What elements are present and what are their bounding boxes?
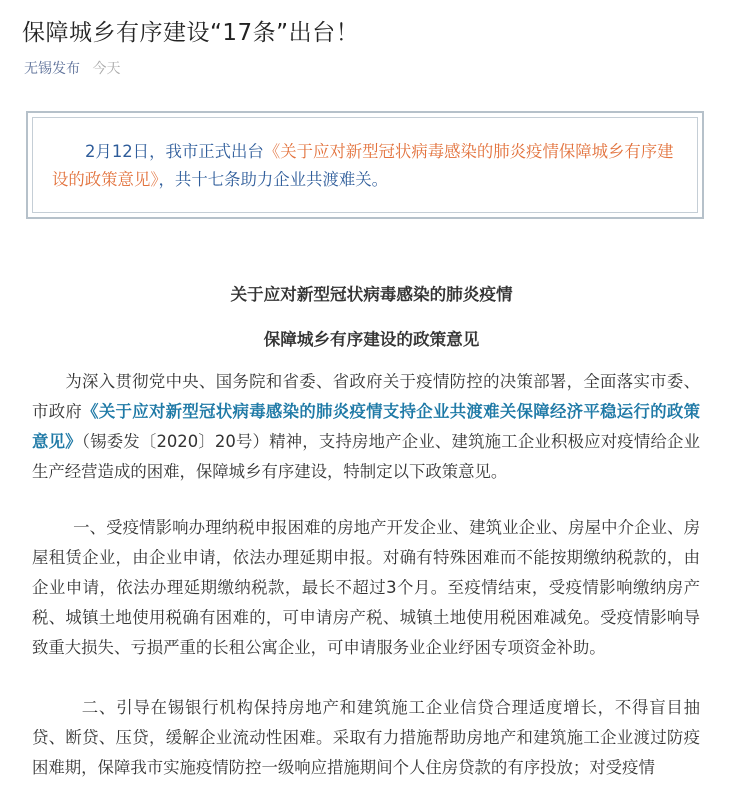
publish-date: 今天: [92, 61, 121, 77]
lead-prefix: 2月12日，我市正式出台: [85, 142, 264, 161]
document-heading-line-1: 关于应对新型冠状病毒感染的肺炎疫情: [230, 285, 513, 304]
lead-document-title: 《关于应对新型冠状病毒感染的肺炎疫情保障城乡有序建设的政策意见》: [52, 142, 674, 189]
article-meta: [24, 58, 120, 78]
document-heading-line-2: 保障城乡有序建设的政策意见: [263, 330, 480, 349]
body-paragraph-item-1: [32, 513, 700, 663]
article-title: 保障城乡有序建设“17条”出台！: [22, 20, 360, 46]
intro-document-title: 《关于应对新型冠状病毒感染的肺炎疫情支持企业共渡难关保障经济平稳运行的政策意见》: [32, 402, 700, 451]
lead-summary-box: [26, 111, 704, 219]
item-1-text: 一、受疫情影响办理纳税申报困难的房地产开发企业、建筑业企业、房屋中介企业、房屋租赁企业，由企业申请，依法办理延期申报。对确有特殊困难而不能按期缴纳税款的，由企业申请，依法办理延期缴纳税款，最长不超过3个月。至疫情结束，受疫情影响缴纳房产税、城镇土地使用税确有困难的，可申请房产税、城镇土地使用税困难减免。受疫情影响导致重大损失、亏损严重的长租公寓企业，可申请服务业企业纾困专项资金补助。: [32, 518, 700, 657]
lead-suffix: ，共十七条助力企业共渡难关。: [158, 170, 389, 189]
body-paragraph-item-2: [32, 693, 700, 783]
source-account-link[interactable]: 无锡发布: [24, 61, 80, 77]
lead-summary-text: [52, 138, 682, 194]
body-paragraph-intro: [32, 367, 700, 487]
intro-prefix: 为深入贯彻党中央、国务院和省委、省政府关于疫情防控的决策部署，全面落实市委、市政府: [32, 372, 700, 421]
item-2-text: 二、引导在锡银行机构保持房地产和建筑施工企业信贷合理适度增长，不得盲目抽贷、断贷、压贷，缓解企业流动性困难。采取有力措施帮助房地产和建筑施工企业渡过防疫困难期，保障我市实施疫情防控一级响应措施期间个人住房贷款的有序投放；对受疫情: [32, 698, 700, 777]
intro-suffix: （锡委发〔2020〕20号）精神，支持房地产企业、建筑施工企业积极应对疫情给企业生产经营造成的困难，保障城乡有序建设，特制定以下政策意见。: [32, 432, 701, 481]
